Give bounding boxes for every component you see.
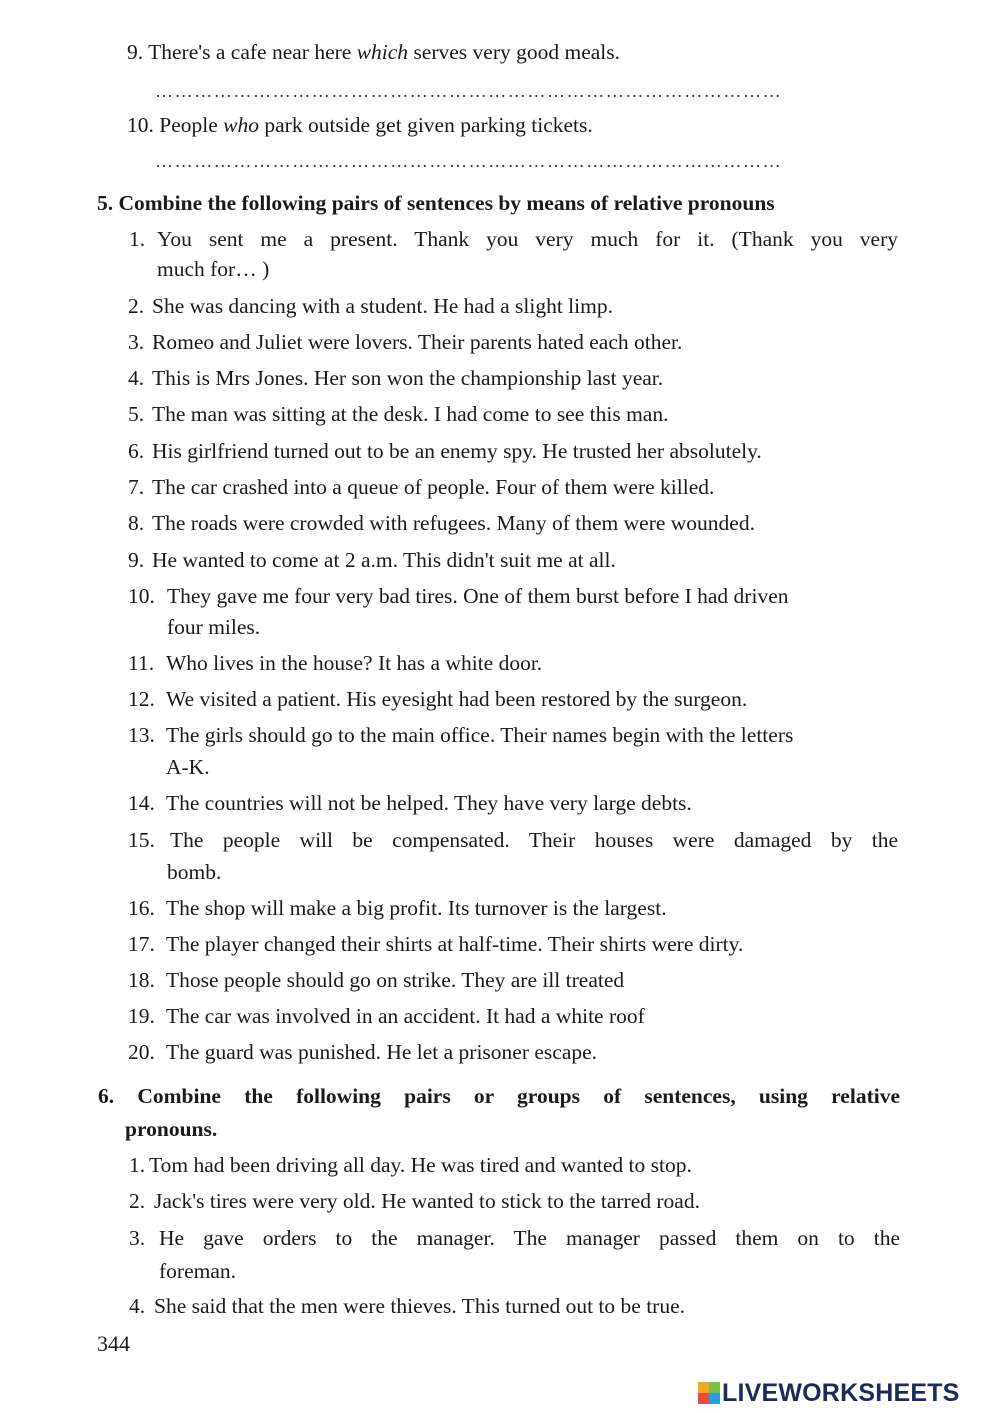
- liveworksheets-watermark[interactable]: [698, 1378, 960, 1408]
- s5-item-13-line1: The girls should go to the main office. Their names begin with the letters: [166, 723, 794, 747]
- s5-item-13-num: 13.: [128, 723, 155, 747]
- s5-item-7-num: 7.: [128, 475, 145, 499]
- section5-title: 5. Combine the following pairs of sentences by means of relative pronouns: [97, 191, 775, 215]
- s5-item-19: The car was involved in an accident. It had a white roof: [166, 1004, 645, 1028]
- s6-item-3-line1: He gave orders to the manager. The manager passed them on to the: [159, 1226, 900, 1250]
- s6-item-2: Jack's tires were very old. He wanted to stick to the tarred road.: [154, 1189, 700, 1213]
- s5-item-16: The shop will make a big profit. Its turnover is the largest.: [166, 896, 667, 920]
- s5-item-17: The player changed their shirts at half-time. Their shirts were dirty.: [166, 932, 744, 956]
- s5-item-4-num: 4.: [128, 366, 145, 390]
- s6-item-2-num: 2.: [129, 1189, 146, 1213]
- s5-item-19-num: 19.: [128, 1004, 155, 1028]
- watermark-text: LIVEWORKSHEETS: [722, 1378, 960, 1407]
- s5-item-1-line2: much for… ): [157, 257, 270, 281]
- s5-item-15-num: 15.: [128, 828, 155, 852]
- s5-item-9: He wanted to come at 2 a.m. This didn't suit me at all.: [152, 548, 616, 572]
- s6-item-3-num: 3.: [129, 1226, 146, 1250]
- liveworksheets-logo-icon: [698, 1382, 720, 1404]
- s5-item-4: This is Mrs Jones. Her son won the championship last year.: [152, 366, 664, 390]
- s5-item-13-line2: A-K.: [166, 755, 210, 779]
- s5-item-1-line1: You sent me a present. Thank you very much for it. (Thank you very: [157, 227, 898, 251]
- page-number: 344: [97, 1331, 130, 1356]
- s5-item-11: Who lives in the house? It has a white door.: [166, 651, 543, 675]
- section6-title-line2: pronouns.: [125, 1117, 218, 1141]
- answer-line-9[interactable]: ……………………………………………………………………………………: [155, 82, 783, 100]
- s5-item-8-num: 8.: [128, 511, 145, 535]
- s5-item-2: She was dancing with a student. He had a slight limp.: [152, 294, 613, 318]
- s5-item-11-num: 11.: [128, 651, 155, 675]
- s5-item-3-num: 3.: [128, 330, 145, 354]
- s5-item-14-num: 14.: [128, 791, 155, 815]
- s5-item-15-line2: bomb.: [167, 860, 222, 884]
- s6-item-4: She said that the men were thieves. This turned out to be true.: [154, 1294, 686, 1318]
- s5-item-7: The car crashed into a queue of people. Four of them were killed.: [152, 475, 715, 499]
- s5-item-2-num: 2.: [128, 294, 145, 318]
- prev-item-10: 10. People who park outside get given parking tickets.: [127, 113, 593, 137]
- s5-item-1-num: 1.: [129, 227, 146, 251]
- s6-item-3-line2: foreman.: [159, 1259, 237, 1283]
- s5-item-17-num: 17.: [128, 932, 155, 956]
- s6-item-1-num: 1.: [129, 1153, 146, 1177]
- s5-item-9-num: 9.: [128, 548, 145, 572]
- s6-item-4-num: 4.: [129, 1294, 146, 1318]
- s5-item-3: Romeo and Juliet were lovers. Their parents hated each other.: [152, 330, 683, 354]
- s5-item-14: The countries will not be helped. They have very large debts.: [166, 791, 692, 815]
- s5-item-10-line1: They gave me four very bad tires. One of them burst before I had driven: [167, 584, 789, 608]
- s5-item-8: The roads were crowded with refugees. Many of them were wounded.: [152, 511, 755, 535]
- answer-line-10[interactable]: ……………………………………………………………………………………: [155, 152, 783, 170]
- s5-item-12-num: 12.: [128, 687, 155, 711]
- s6-item-1: Tom had been driving all day. He was tired and wanted to stop.: [149, 1153, 692, 1177]
- s5-item-18: Those people should go on strike. They are ill treated: [166, 968, 625, 992]
- s5-item-18-num: 18.: [128, 968, 155, 992]
- s5-item-5-num: 5.: [128, 402, 145, 426]
- s5-item-20: The guard was punished. He let a prisoner escape.: [166, 1040, 598, 1064]
- s5-item-20-num: 20.: [128, 1040, 155, 1064]
- s5-item-10-line2: four miles.: [167, 615, 261, 639]
- s5-item-6: His girlfriend turned out to be an enemy spy. He trusted her absolutely.: [152, 439, 762, 463]
- s5-item-15-line1: The people will be compensated. Their houses were damaged by the: [170, 828, 898, 852]
- section6-title-line1: 6. Combine the following pairs or groups of sentences, using relative: [98, 1084, 900, 1108]
- s5-item-5: The man was sitting at the desk. I had come to see this man.: [152, 402, 669, 426]
- s5-item-10-num: 10.: [128, 584, 155, 608]
- prev-item-9: 9. There's a cafe near here which serves very good meals.: [127, 40, 621, 64]
- s5-item-6-num: 6.: [128, 439, 145, 463]
- s5-item-12: We visited a patient. His eyesight had been restored by the surgeon.: [166, 687, 748, 711]
- s5-item-16-num: 16.: [128, 896, 155, 920]
